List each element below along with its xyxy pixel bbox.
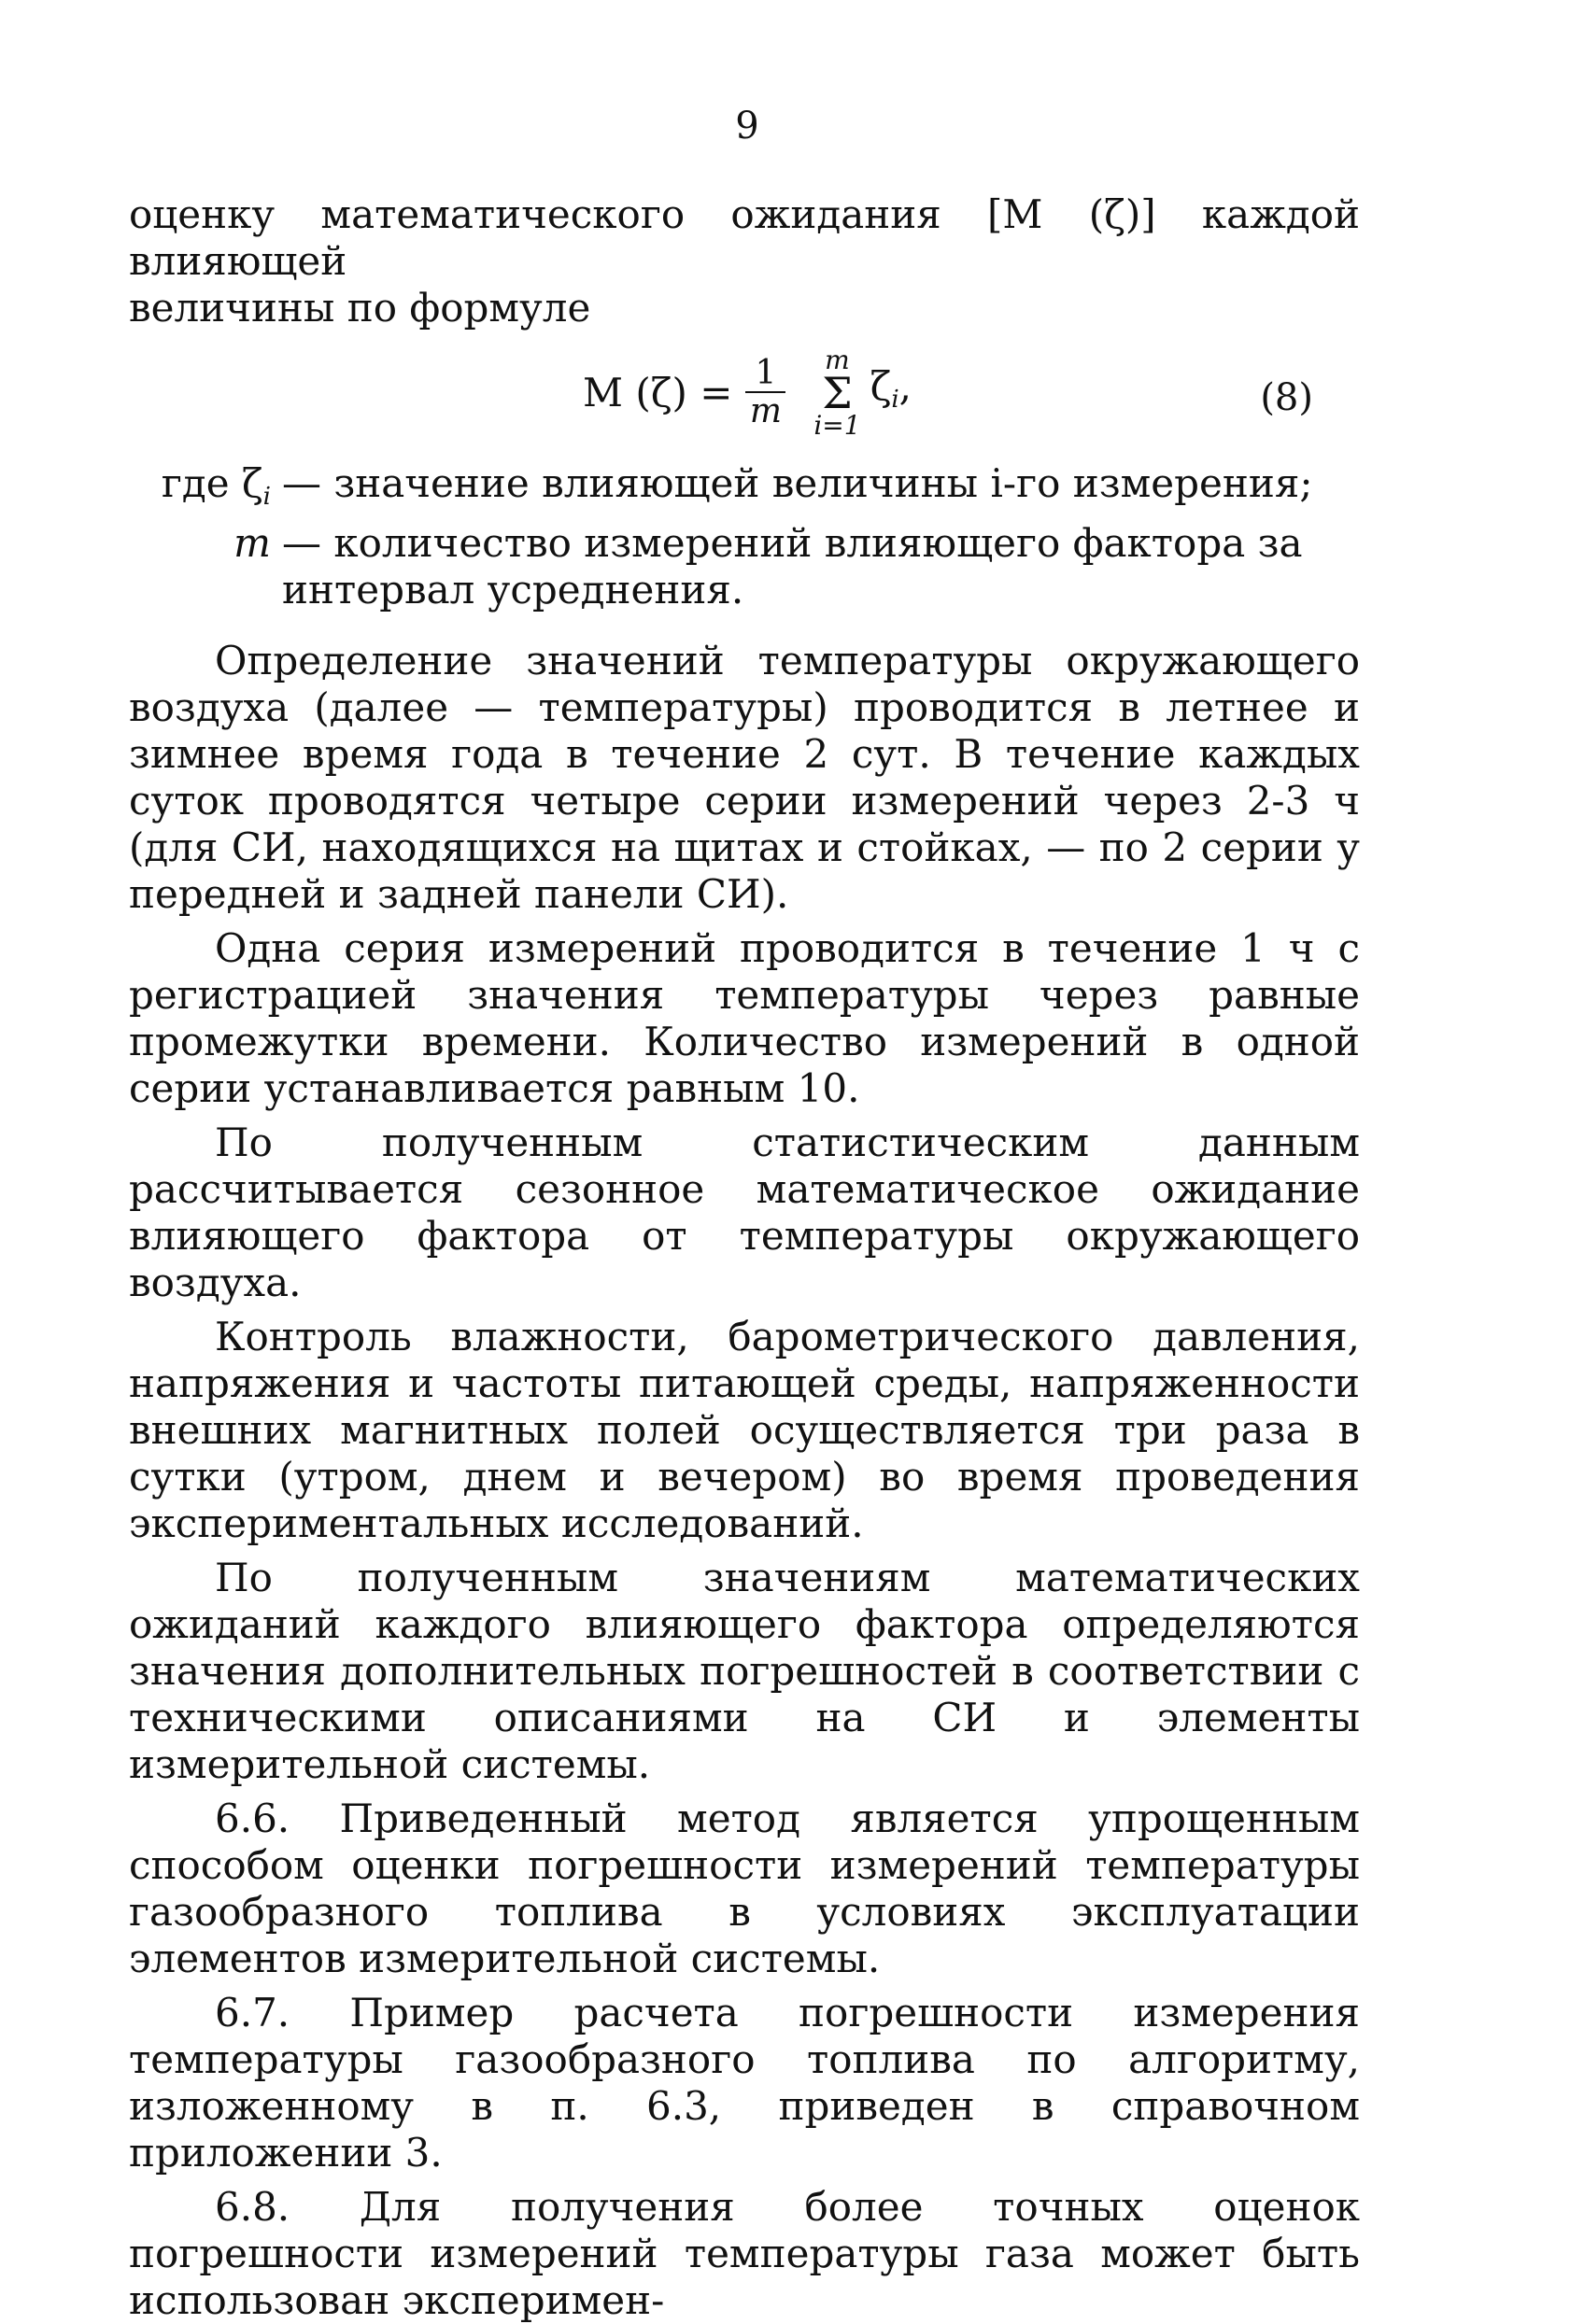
where-item-zeta <box>129 460 1360 520</box>
paragraph: Одна серия измерений проводится в течение 1 ч с регистрацией значения температуры через равные промежутки времени. Количество измерений в одной серии устанавливается равным 10. <box>129 925 1360 1111</box>
formula-fraction <box>745 356 785 430</box>
paragraph: По полученным статистическим данным рассчитывается сезонное математическое ожидание влияющего фактора от температуры окружающего воздуха. <box>129 1120 1360 1305</box>
sum-lower-limit: i=1 <box>813 410 861 441</box>
where-definition: — значение влияющей величины i-го измерения; <box>282 460 1313 506</box>
where-item-m <box>129 520 1360 613</box>
formula-term <box>870 363 912 423</box>
paragraph: Определение значений температуры окружающего воздуха (далее — температуры) проводится в летнее и зимнее время года в течение 2 сут. В течение каждых суток проводятся четыре серии измерений через 2-3 ч (для СИ, находящихся на щитах и стойках, — по 2 серии у передней и задней панели СИ). <box>129 638 1360 917</box>
intro-line-2: величины по формуле <box>129 285 591 331</box>
paragraph: По полученным значениям математических ожиданий каждого влияющего фактора определяются значения дополнительных погрешностей в соответствии с техническими описаниями на СИ и элементы измерительной системы. <box>129 1555 1360 1787</box>
fraction-denominator: m <box>749 392 782 430</box>
paragraph: 6.6. Приведенный метод является упрощенным способом оценки погрешности измерений температуры газообразного топлива в условиях эксплуатации элементов измерительной системы. <box>129 1796 1360 1981</box>
formula-number: (8) <box>1260 376 1313 419</box>
where-symbol: где $\zeta_i$ <box>161 460 271 511</box>
fraction-numerator: 1 <box>745 356 785 393</box>
term-symbol: ζ <box>870 363 892 409</box>
page-number: 9 <box>735 105 759 148</box>
intro-line-1: оценку математического ожидания [М (ζ)] каждой влияющей <box>129 191 1360 284</box>
where-symbol: m <box>233 520 271 566</box>
paragraph: Контроль влажности, барометрического давления, напряжения и частоты питающей среды, напряженности внешних магнитных полей осуществляется три раза в сутки (утром, днем и вечером) во время проведения экспериментальных исследований. <box>129 1314 1360 1546</box>
where-definition: — количество измерений влияющего фактора за интервал усреднения. <box>282 520 1303 613</box>
term-tail: , <box>898 363 912 409</box>
sum-upper-limit: m <box>825 345 850 375</box>
sum-sign: Σ <box>822 368 853 418</box>
summation <box>813 346 860 440</box>
body-text <box>129 191 1360 2324</box>
formula-lhs: М (ζ) = <box>583 370 733 416</box>
paragraph: 6.7. Пример расчета погрешности измерения температуры газообразного топлива по алгоритму, изложенному в п. 6.3, приведен в справочном приложении 3. <box>129 1990 1360 2176</box>
paragraph: 6.8. Для получения более точных оценок погрешности измерений температуры газа может быть использован эксперимен- <box>129 2184 1360 2323</box>
term-subscript: i <box>891 386 899 414</box>
formula-8 <box>129 335 1360 447</box>
formula-expression <box>583 346 912 440</box>
